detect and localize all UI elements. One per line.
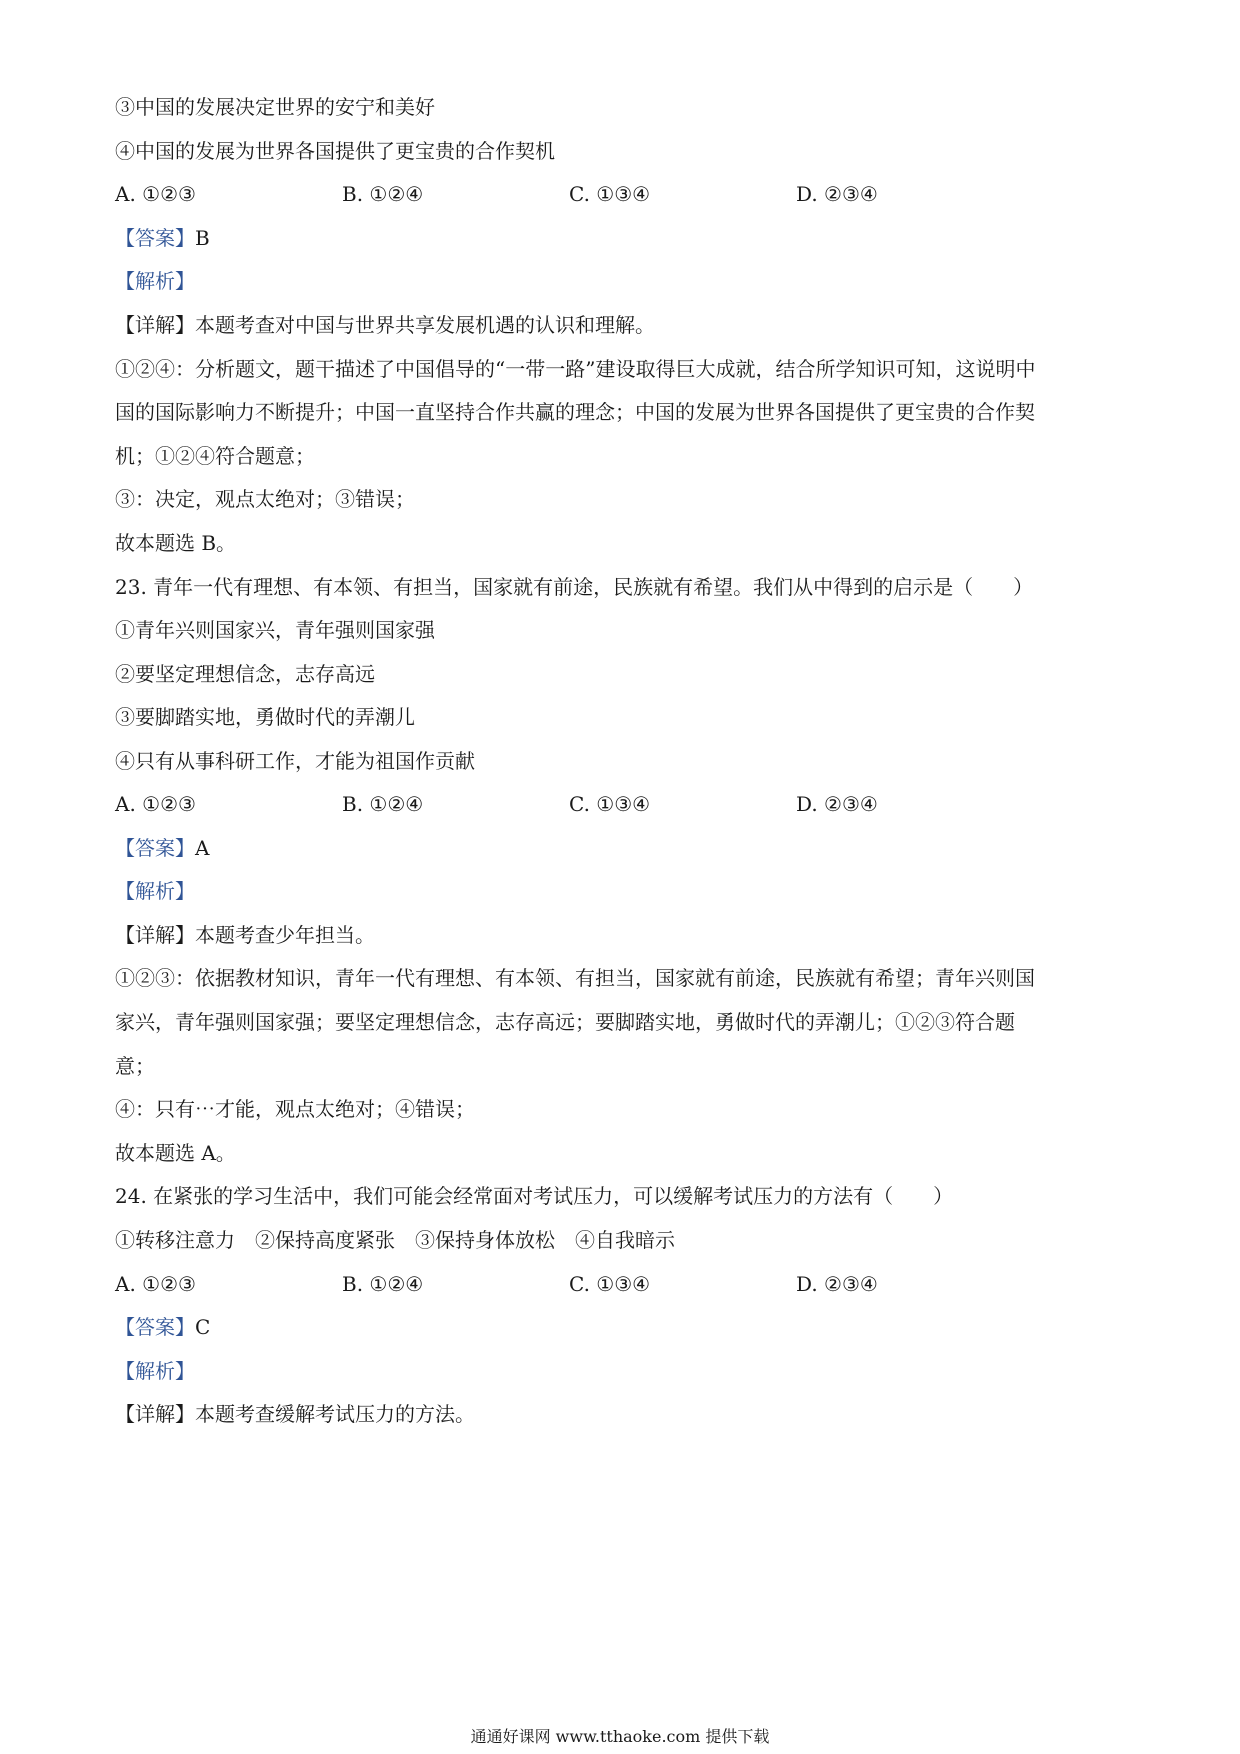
q23-detail bbox=[115, 920, 375, 950]
q24-question: 24. 在紧张的学习生活中，我们可能会经常面对考试压力，可以缓解考试压力的方法有（ ） bbox=[115, 1184, 954, 1208]
detail-text: 本题考查少年担当。 bbox=[195, 923, 375, 947]
q23-explanation-wrong: ④：只有⋯才能，观点太绝对；④错误； bbox=[115, 1097, 475, 1121]
analysis-tag: 【解析】 bbox=[115, 879, 195, 903]
detail-tag: 【详解】 bbox=[115, 1402, 195, 1426]
q24-option-a: A. ①②③ bbox=[115, 1272, 196, 1296]
detail-tag: 【详解】 bbox=[115, 313, 195, 337]
q22-option-c: C. ①③④ bbox=[569, 182, 651, 206]
answer-value: A bbox=[195, 836, 210, 860]
q24-statements: ①转移注意力 ②保持高度紧张 ③保持身体放松 ④自我暗示 bbox=[115, 1228, 675, 1252]
q24-answer bbox=[115, 1312, 210, 1342]
answer-value: B bbox=[195, 226, 210, 250]
analysis-tag: 【解析】 bbox=[115, 269, 195, 293]
q22-statement-3: ③中国的发展决定世界的安宁和美好 bbox=[115, 95, 435, 119]
q23-option-b: B. ①②④ bbox=[342, 792, 424, 816]
q22-conclusion: 故本题选 B。 bbox=[115, 531, 237, 555]
q22-detail bbox=[115, 310, 655, 340]
q22-explanation-line-3: 机；①②④符合题意； bbox=[115, 444, 315, 468]
q22-option-a: A. ①②③ bbox=[115, 182, 196, 206]
q23-option-c: C. ①③④ bbox=[569, 792, 651, 816]
q24-option-b: B. ①②④ bbox=[342, 1272, 424, 1296]
q23-explanation-line-2: 家兴，青年强则国家强；要坚定理想信念，志存高远；要脚踏实地，勇做时代的弄潮儿；①②③符合题 bbox=[115, 1010, 1015, 1034]
analysis-tag: 【解析】 bbox=[115, 1359, 195, 1383]
q23-statement-1: ①青年兴则国家兴，青年强则国家强 bbox=[115, 618, 435, 642]
detail-tag: 【详解】 bbox=[115, 923, 195, 947]
q22-analysis-heading bbox=[115, 266, 195, 296]
q22-explanation-wrong: ③：决定，观点太绝对；③错误； bbox=[115, 487, 415, 511]
q23-option-d: D. ②③④ bbox=[796, 792, 878, 816]
q24-detail bbox=[115, 1399, 475, 1429]
page-footer: 通通好课网 www.tthaoke.com 提供下载 bbox=[470, 1727, 770, 1746]
q23-explanation-line-1: ①②③：依据教材知识，青年一代有理想、有本领、有担当，国家就有前途，民族就有希望；青年兴则国 bbox=[115, 966, 1035, 990]
q22-option-d: D. ②③④ bbox=[796, 182, 878, 206]
answer-tag: 【答案】 bbox=[115, 836, 195, 860]
q24-option-c: C. ①③④ bbox=[569, 1272, 651, 1296]
q23-statement-2: ②要坚定理想信念，志存高远 bbox=[115, 662, 375, 686]
q23-question: 23. 青年一代有理想、有本领、有担当，国家就有前途，民族就有希望。我们从中得到的启示是（ ） bbox=[115, 575, 1034, 599]
detail-text: 本题考查对中国与世界共享发展机遇的认识和理解。 bbox=[195, 313, 655, 337]
q24-analysis-heading bbox=[115, 1356, 195, 1386]
q22-option-b: B. ①②④ bbox=[342, 182, 424, 206]
q23-answer bbox=[115, 833, 209, 863]
detail-text: 本题考查缓解考试压力的方法。 bbox=[195, 1402, 475, 1426]
q22-explanation-line-2: 国的国际影响力不断提升；中国一直坚持合作共赢的理念；中国的发展为世界各国提供了更宝贵的合作契 bbox=[115, 400, 1035, 424]
q23-option-a: A. ①②③ bbox=[115, 792, 196, 816]
q23-conclusion: 故本题选 A。 bbox=[115, 1141, 236, 1165]
q22-statement-4: ④中国的发展为世界各国提供了更宝贵的合作契机 bbox=[115, 139, 555, 163]
q23-analysis-heading bbox=[115, 876, 195, 906]
q24-option-d: D. ②③④ bbox=[796, 1272, 878, 1296]
q22-answer bbox=[115, 223, 210, 253]
answer-value: C bbox=[195, 1315, 211, 1339]
answer-tag: 【答案】 bbox=[115, 226, 195, 250]
q23-explanation-line-3: 意； bbox=[115, 1054, 155, 1078]
q23-statement-4: ④只有从事科研工作，才能为祖国作贡献 bbox=[115, 749, 475, 773]
q22-explanation-line-1: ①②④：分析题文，题干描述了中国倡导的“一带一路”建设取得巨大成就，结合所学知识可知，这说明中 bbox=[115, 357, 1036, 381]
answer-tag: 【答案】 bbox=[115, 1315, 195, 1339]
q23-statement-3: ③要脚踏实地，勇做时代的弄潮儿 bbox=[115, 705, 415, 729]
